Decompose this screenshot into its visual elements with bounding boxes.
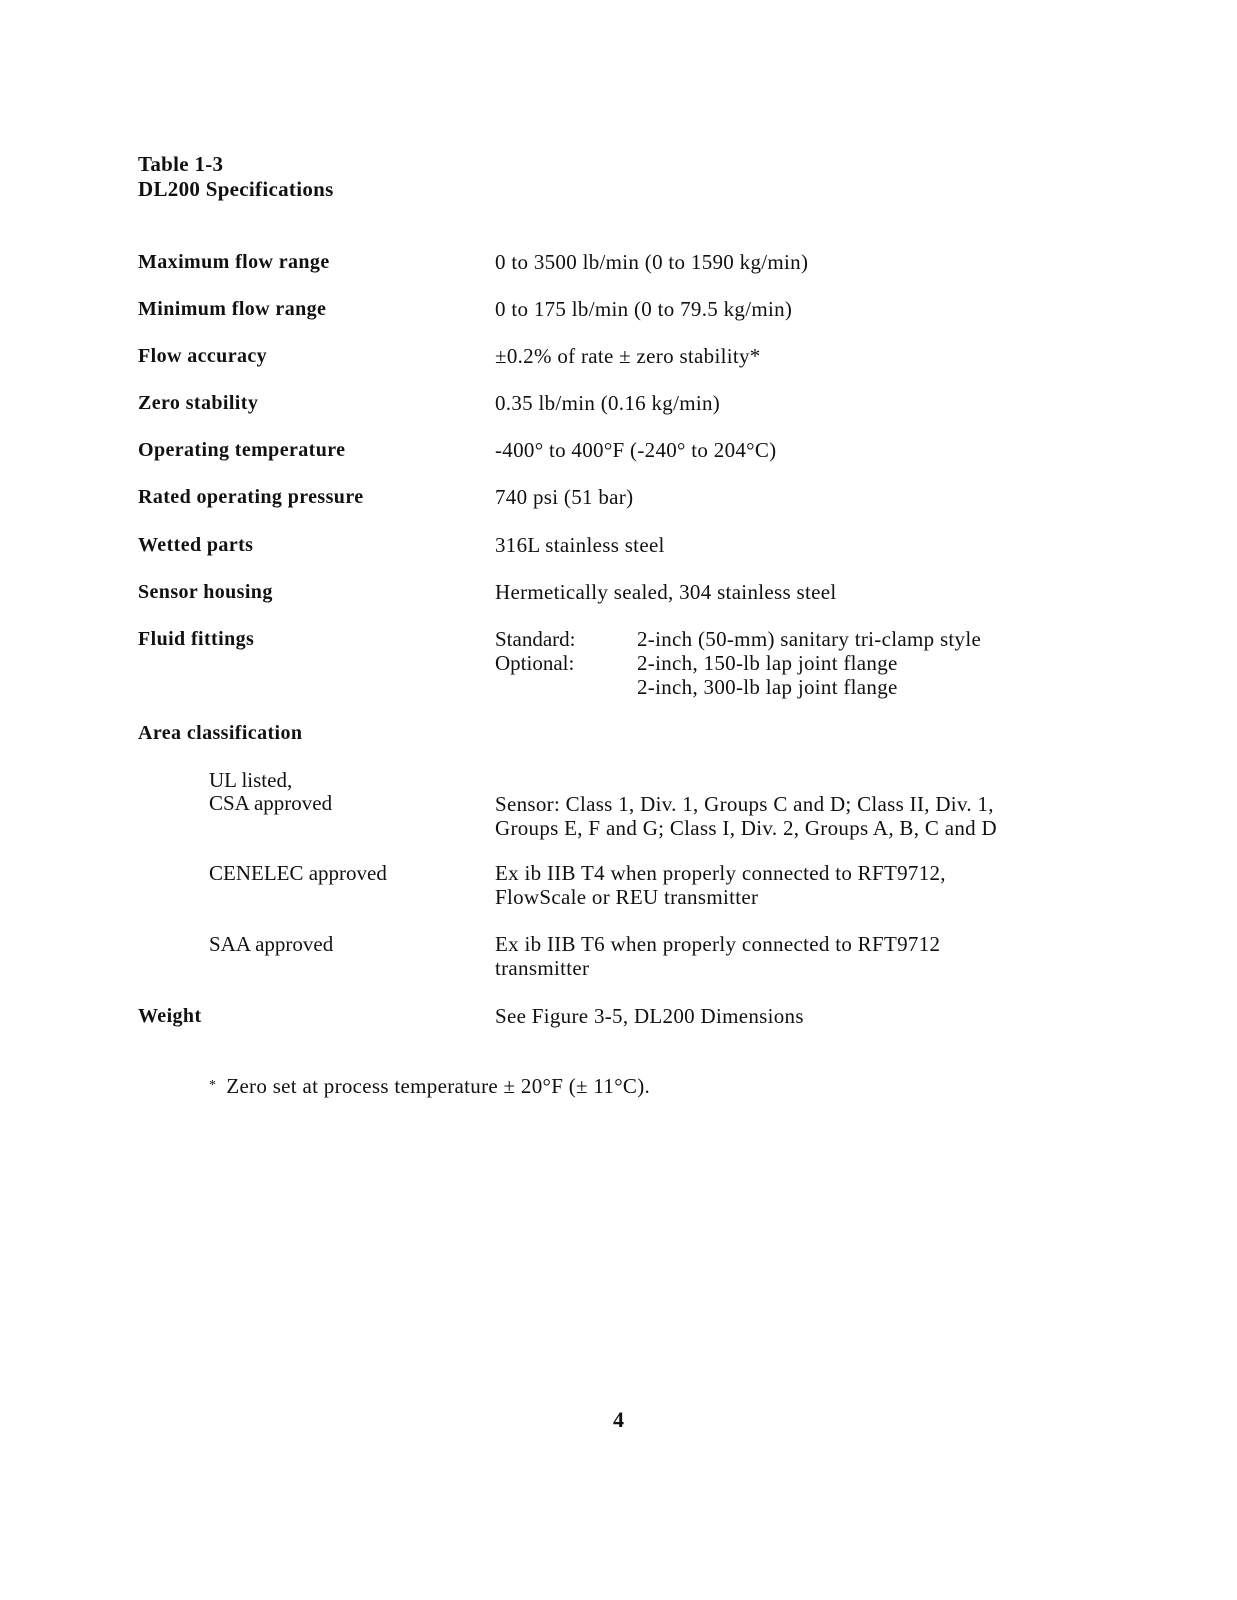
fitting-standard-value: 2-inch (50-mm) sanitary tri-clamp style: [637, 627, 982, 651]
spec-value: Hermetically sealed, 304 stainless steel: [495, 580, 837, 604]
spec-value: 740 psi (51 bar): [495, 485, 634, 509]
table-heading: [138, 152, 334, 202]
spec-label: Zero stability: [138, 392, 259, 414]
fitting-optional-key: Optional:: [495, 651, 575, 675]
classification-label: UL listed,: [209, 768, 293, 792]
spec-value: 0 to 175 lb/min (0 to 79.5 kg/min): [495, 297, 793, 321]
fitting-optional-value: 2-inch, 300-lb lap joint flange: [637, 675, 898, 699]
spec-label: Rated operating pressure: [138, 486, 364, 508]
spec-label: Fluid fittings: [138, 628, 255, 650]
spec-value: 0 to 3500 lb/min (0 to 1590 kg/min): [495, 250, 809, 274]
fitting-optional-value: 2-inch, 150-lb lap joint flange: [637, 651, 898, 675]
spec-label: Sensor housing: [138, 581, 273, 603]
classification-label: SAA approved: [209, 932, 334, 956]
spec-value: 316L stainless steel: [495, 533, 665, 557]
spec-value: ±0.2% of rate ± zero stability*: [495, 344, 761, 368]
spec-value: -400° to 400°F (-240° to 204°C): [495, 438, 777, 462]
spec-label: Operating temperature: [138, 439, 346, 461]
classification-label: CENELEC approved: [209, 861, 387, 885]
classification-value: Ex ib IIB T6 when properly connected to RFT9712: [495, 932, 941, 956]
spec-label: Wetted parts: [138, 534, 254, 556]
footnote-text: Zero set at process temperature ± 20°F (± 11°C).: [226, 1074, 651, 1098]
classification-value: FlowScale or REU transmitter: [495, 885, 759, 909]
spec-value: 0.35 lb/min (0.16 kg/min): [495, 391, 721, 415]
page-number: 4: [613, 1407, 624, 1432]
classification-value: Ex ib IIB T4 when properly connected to RFT9712,: [495, 861, 946, 885]
spec-value: See Figure 3-5, DL200 Dimensions: [495, 1004, 804, 1028]
spec-label: Weight: [138, 1005, 202, 1027]
spec-label: Minimum flow range: [138, 298, 327, 320]
classification-label: CSA approved: [209, 791, 333, 815]
footnote: [209, 1074, 650, 1098]
spec-label: Maximum flow range: [138, 251, 330, 273]
table-number: Table 1-3: [138, 152, 224, 176]
footnote-marker: *: [209, 1078, 217, 1093]
fitting-standard-key: Standard:: [495, 627, 576, 651]
classification-value: Sensor: Class 1, Div. 1, Groups C and D; Class II, Div. 1,: [495, 792, 994, 816]
classification-value: Groups E, F and G; Class I, Div. 2, Groups A, B, C and D: [495, 816, 997, 840]
table-title: DL200 Specifications: [138, 177, 334, 201]
spec-label: Area classification: [138, 722, 303, 744]
spec-label: Flow accuracy: [138, 345, 268, 367]
classification-value: transmitter: [495, 956, 590, 980]
